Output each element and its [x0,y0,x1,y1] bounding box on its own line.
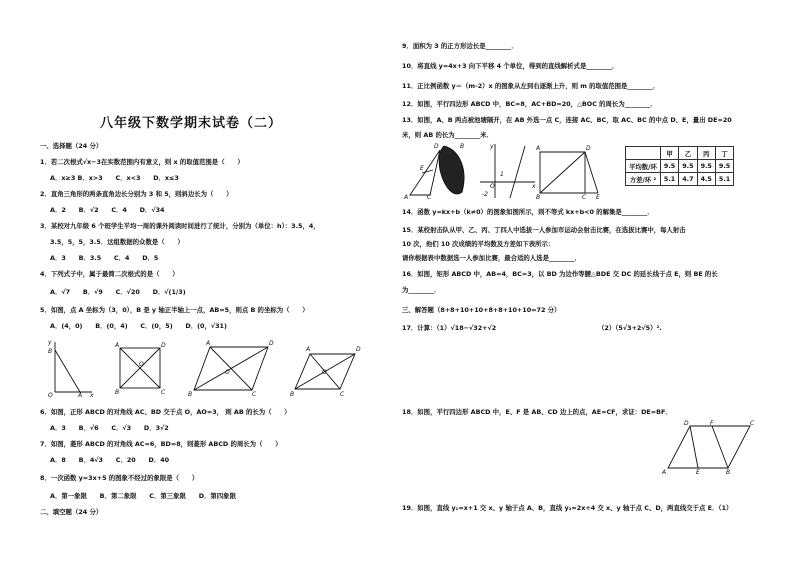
table-row: 平均数/环 9.5 9.5 9.5 9.5 [626,160,734,173]
svg-text:A: A [662,469,667,476]
svg-text:C: C [252,391,257,398]
svg-text:E: E [696,469,700,476]
question-11: 11．正比例函数 y＝（m-2）x 的图象从左到右逐渐上升，则 m 的取值范围是________． [402,82,660,90]
svg-text:y: y [48,339,52,346]
svg-text:B: B [115,389,120,396]
question-15-cont2: 请你根据表中数据选一人参加比赛，最合适的人选是________． [402,254,581,262]
svg-text:A: A [536,145,541,152]
question-4-options: A．√7 B．√9 C．√20 D．√(1/3) [50,288,186,296]
svg-text:A: A [206,340,211,347]
svg-text:y: y [490,143,494,150]
svg-text:C: C [427,194,432,200]
svg-text:D: D [269,340,274,347]
svg-text:D: D [434,143,439,150]
question-18: 18．如图，平行四边形 ABCD 中，E、F 是 AB、CD 边上的点，AE=CF，求证：DE=BF． [402,408,672,416]
svg-text:C: C [161,389,166,396]
svg-text:E: E [596,194,600,200]
question-1-options: A．x≥3 B．x>3 C．x<3 D．x≤3 [50,174,179,182]
question-8: 8．一次函数 y=3x+5 的图象不经过的象限是（ ） [40,474,199,482]
question-10: 10．将直线 y=4x+3 向下平移 4 个单位，得到的直线解析式是________． [402,62,619,70]
table-row: 方差/环 ² 5.1 4.7 4.5 5.1 [626,173,734,186]
svg-text:D: D [684,420,689,427]
svg-text:E: E [420,165,424,172]
question-17-part2: （2）（5√3+2√5）². [598,324,662,332]
svg-text:C: C [340,391,345,398]
table-row: 甲 乙 丙 丁 [626,147,734,160]
question-7: 7．如图，菱形 ABCD 的对角线 AC=6，BD=8，则菱形 ABCD 的周长为（ ） [40,440,282,448]
page-title: 八年级下数学期末试卷（二） [100,116,283,131]
svg-text:D: D [161,342,166,349]
question-6-options: A．3 B．√6 C．√3 D．3√2 [50,424,169,432]
svg-text:B: B [726,469,731,476]
question-5-options: A．(4，0) B．(0，4) C．(0，5) D．(0，√31) [50,322,227,330]
svg-text:B: B [536,194,541,200]
question-13: 13．如图，A、B 两点被池塘隔开，在 AB 外选一点 C，连接 AC、BC，取 AC、BC 的中点 D、E，量出 DE=20 [402,116,732,124]
question-3-options: A．3 B．3.5 C．4 D．5 [50,254,159,262]
svg-text:A: A [115,342,120,349]
section-choice: 一、选择题（24 分） [40,142,103,150]
question-15: 15．某校射击队从甲、乙、丙、丁四人中选拔一人参加市运动会射击比赛，在选拔比赛中，每人射击 [402,226,686,234]
svg-text:B: B [48,348,53,355]
svg-text:O: O [490,183,495,190]
section-fill: 二、填空题（24 分） [40,508,103,516]
svg-text:-2: -2 [482,191,488,198]
section-solve: 三、解答题（8+8+10+10+8+8+10+10=72 分） [402,306,561,314]
svg-text:O: O [48,392,53,398]
question-4: 4．下列式子中，属于最简二次根式的是（ ） [40,270,179,278]
svg-text:D: D [356,346,361,353]
question-9: 9．面积为 3 的正方形边长是________． [402,42,518,50]
svg-text:x: x [90,392,94,398]
question-16: 16．如图，矩形 ABCD 中，AB=4，BC=3，以 BD 为边作等腰△BDE 交 DC 的延长线于点 E，则 BE 的长 [402,270,718,278]
svg-text:F: F [710,420,714,427]
question-19: 19．如图，直线 y₁=x+1 交 x、y 轴于点 A、B，直线 y₂=2x+4 交 x、y 轴于点 C、D，两直线交于点 E．（1） [402,504,733,512]
question-3: 3．某校对九年级 6 个班学生平均一周的课外阅读时间进行了统计，分别为（单位：h）：3.5，4， [40,222,320,230]
svg-text:A: A [78,392,83,398]
svg-text:C: C [750,420,755,427]
figures-q12-q16 [400,140,630,200]
svg-text:B: B [460,143,465,150]
svg-text:D: D [586,145,591,152]
svg-text:B: B [188,391,193,398]
score-table [625,146,734,186]
svg-text:B: B [290,391,295,398]
svg-text:x: x [532,183,536,190]
question-1: 1．若二次根式√x−3在实数范围内有意义，则 x 的取值范围是（ ） [40,158,244,166]
figures-q5-q7 [40,336,370,398]
question-14: 14．函数 y=kx+b（k≠0）的图象如图所示，则不等式 kx+b<0 的解集是________． [402,208,654,216]
question-2: 2．直角三角形的两条直角边长分别为 3 和 5，则斜边长为（ ） [40,190,233,198]
question-16-cont: 为________． [402,286,441,294]
question-13-cont: 米，则 AB 的长为________米． [402,131,493,139]
question-8-options: A．第一象限 B．第二象限 C．第三象限 D．第四象限 [50,492,236,500]
question-15-cont: 10 次，他们 10 次成绩的平均数及方差如下表所示： [402,240,555,248]
svg-text:O: O [225,369,230,376]
question-3-cont: 3.5，5，5，3.5．这组数据的众数是（ ） [50,238,184,246]
svg-text:O: O [322,369,327,376]
svg-text:A: A [404,194,409,200]
question-17: 17．计算：（1）√18−√32+√2 [402,324,497,332]
question-5: 5．如图，点 A 坐标为（3，0），B 是 y 轴正半轴上一点，AB=5，则点 B 的坐标为（ ） [40,306,309,314]
svg-text:1: 1 [500,171,504,178]
question-2-options: A．2 B．√2 C．4 D．√34 [50,206,165,214]
svg-text:C: C [582,194,587,200]
question-7-options: A．8 B．4√3 C．20 D．40 [50,456,170,464]
svg-text:A: A [306,346,311,353]
question-12: 12．如图，平行四边形 ABCD 中，BC=8，AC+BD=20，△BOC 的周长为________． [402,100,657,108]
svg-text:O: O [139,361,144,368]
question-6: 6．如图，正形 ABCD 的对角线 AC、BD 交于点 O，AO=3， 则 AB 的长为（ ） [40,408,291,416]
figure-q18 [650,418,760,476]
